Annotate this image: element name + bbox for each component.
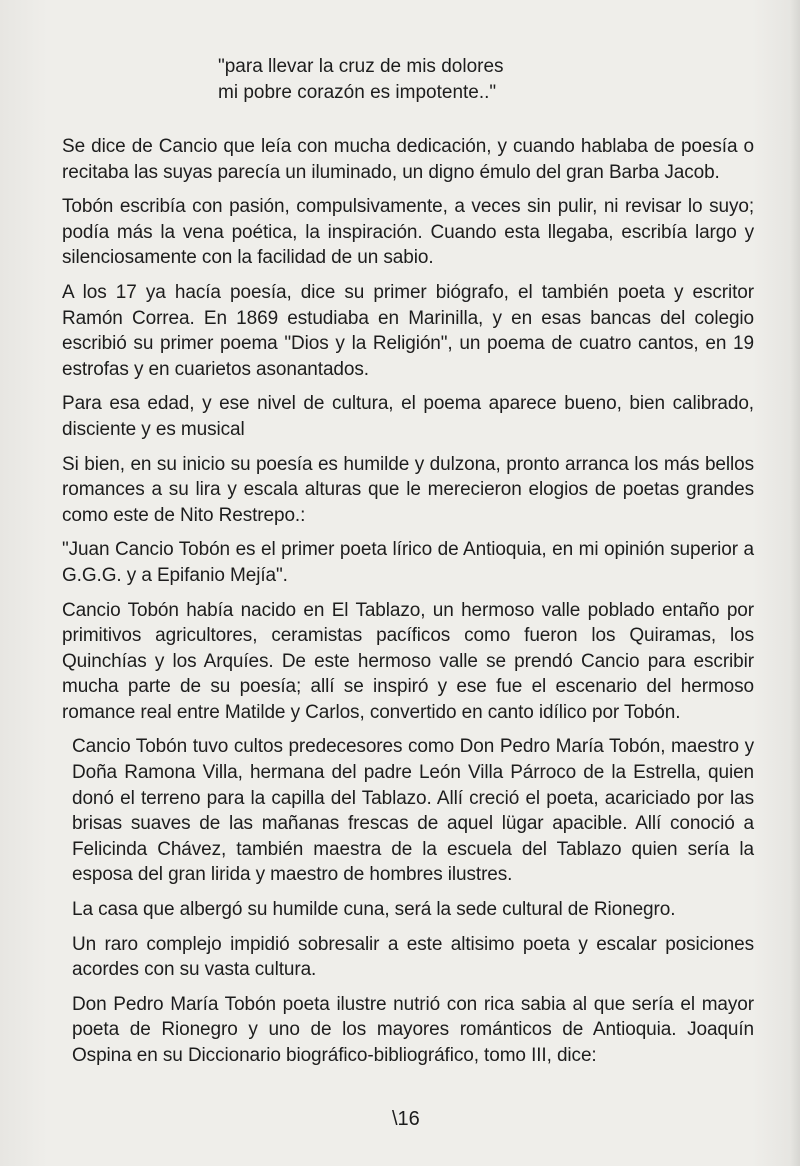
paragraph-3: A los 17 ya hacía poesía, dice su primer biógrafo, el también poeta y escritor Ramón Correa. En 1869 estudiaba en Marinilla, y en esas bancas del colegio escribió su primer poema "Dios y la Religión", un poema de cuatro cantos, en 19 estrofas y en cuarietos asonantados. [62, 281, 754, 380]
page-number: \16 [392, 1108, 420, 1130]
paragraph-4: Para esa edad, y ese nivel de cultura, el poema aparece bueno, bien calibrado, disciente y es musical [62, 393, 754, 440]
paragraph-5: Si bien, en su inicio su poesía es humilde y dulzona, pronto arranca los más bellos romances a su lira y escala alturas que le merecieron elogios de poetas grandes como este de Nito Restrepo.: [62, 453, 754, 526]
paragraph-10: Un raro complejo impidió sobresalir a este altisimo poeta y escalar posiciones acordes con su vasta cultura. [72, 933, 754, 981]
paragraph-8: Cancio Tobón tuvo cultos predecesores como Don Pedro María Tobón, maestro y Doña Ramona Villa, hermana del padre León Villa Párroco de la Estrella, quien donó el terreno para la capilla del Tablazo. Allí creció el poeta, acariciado por las brisas suaves de las mañanas frescas de aquel lügar apacible. Allí conoció a Felicinda Chávez, también maestra de la escuela del Tablazo quien sería la esposa del gran lirida y maestro de hombres ilustres. [72, 736, 754, 886]
body-text [62, 134, 754, 1078]
verse-line-1: "para llevar la cruz de mis dolores [218, 56, 504, 77]
paragraph-7: Cancio Tobón había nacido en El Tablazo, un hermoso valle poblado entaño por primitivos agricultores, ceramistas pacíficos como fueron los Quiramas, los Quinchías y los Arquíes. De este hermoso valle se prendó Cancio para escribir mucha parte de su poesía; allí se inspiró y ese fue el escenario del hermoso romance real entre Matilde y Carlos, convertido en canto idílico por Tobón. [62, 599, 754, 723]
paragraph-11: Don Pedro María Tobón poeta ilustre nutrió con rica sabia al que sería el mayor poeta de Rionegro y uno de los mayores románticos de Antioquia. Joaquín Ospina en su Diccionario biográfico-bibliográfico, tomo III, dice: [72, 993, 754, 1066]
paragraph-6: "Juan Cancio Tobón es el primer poeta lírico de Antioquia, en mi opinión superior a G.G.G. y a Epifanio Mejía". [62, 539, 754, 586]
paragraph-9: La casa que albergó su humilde cuna, será la sede cultural de Rionegro. [72, 899, 676, 921]
verse-quote [218, 54, 638, 106]
page-edge-shadow [790, 0, 800, 1166]
paragraph-1: Se dice de Cancio que leía con mucha dedicación, y cuando hablaba de poesía o recitaba las suyas parecía un iluminado, un digno émulo del gran Barba Jacob. [62, 136, 754, 183]
verse-line-2: mi pobre corazón es impotente.." [218, 82, 497, 103]
paragraph-2: Tobón escribía con pasión, compulsivamente, a veces sin pulir, ni revisar lo suyo; podía más la vena poética, la inspiración. Cuando esta llegaba, escribía largo y silenciosamente con la facilidad de un sabio. [62, 196, 754, 269]
